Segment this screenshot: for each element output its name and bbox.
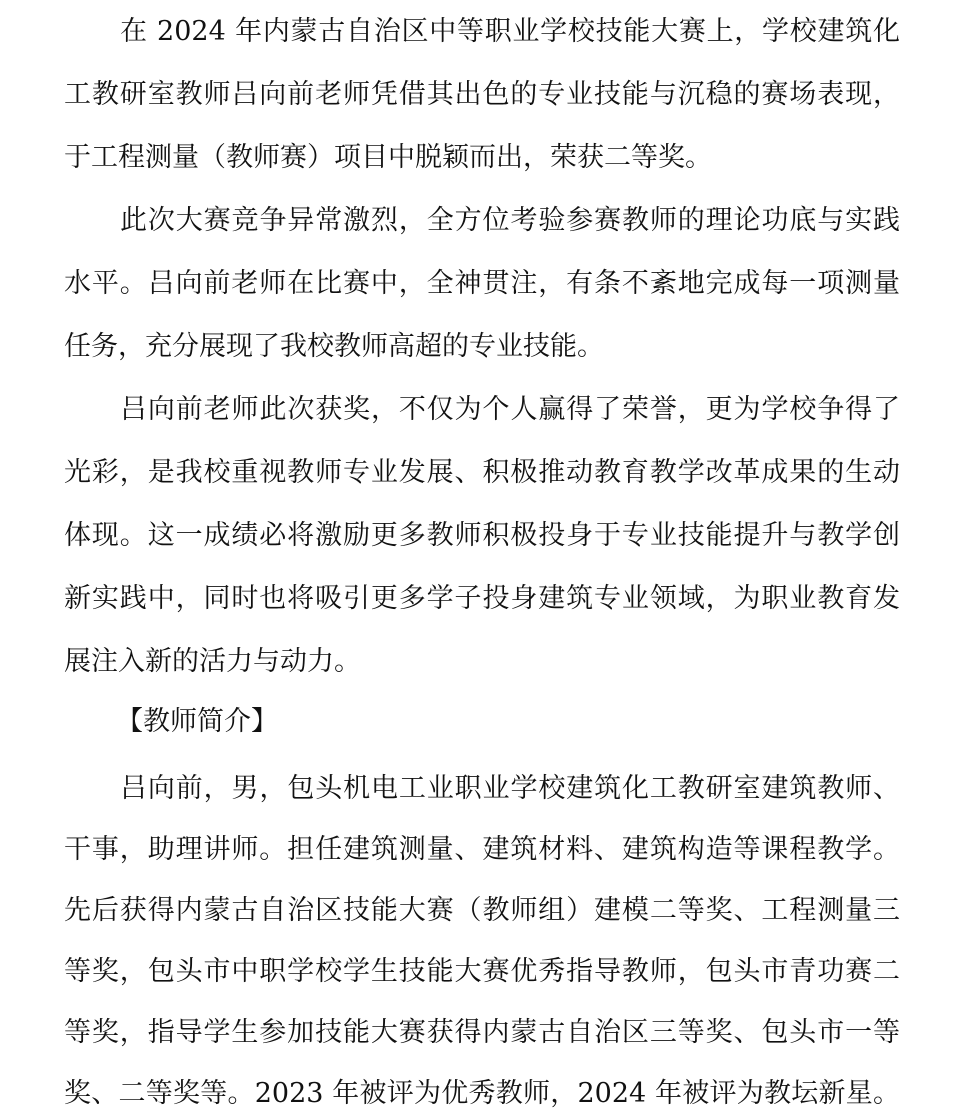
paragraph-2-line-3: 任务，充分展现了我校教师高超的专业技能。: [64, 331, 604, 362]
paragraph-4-line-4: 等奖，包头市中职学校学生技能大赛优秀指导教师，包头市青功赛二: [64, 956, 900, 987]
paragraph-4-line-3: 先后获得内蒙古自治区技能大赛（教师组）建模二等奖、工程测量三: [64, 895, 900, 926]
paragraph-4-line-6: 奖、二等奖等。2023 年被评为优秀教师，2024 年被评为教坛新星。: [64, 1078, 900, 1109]
paragraph-3-line-1: 吕向前老师此次获奖，不仅为个人赢得了荣誉，更为学校争得了: [120, 394, 900, 425]
paragraph-3-line-3: 体现。这一成绩必将激励更多教师积极投身于专业技能提升与教学创: [64, 520, 900, 551]
paragraph-2-line-1: 此次大赛竞争异常激烈，全方位考验参赛教师的理论功底与实践: [120, 205, 900, 236]
paragraph-4-line-5: 等奖，指导学生参加技能大赛获得内蒙古自治区三等奖、包头市一等: [64, 1017, 900, 1048]
paragraph-4-line-2: 干事，助理讲师。担任建筑测量、建筑材料、建筑构造等课程教学。: [64, 834, 900, 865]
paragraph-1-line-2: 工教研室教师吕向前老师凭借其出色的专业技能与沉稳的赛场表现，: [64, 79, 900, 110]
paragraph-1-line-3: 于工程测量（教师赛）项目中脱颖而出，荣获二等奖。: [64, 142, 712, 173]
paragraph-1-line-1: 在 2024 年内蒙古自治区中等职业学校技能大赛上，学校建筑化: [120, 16, 900, 47]
paragraph-3-line-5: 展注入新的活力与动力。: [64, 646, 361, 677]
paragraph-2-line-2: 水平。吕向前老师在比赛中，全神贯注，有条不紊地完成每一项测量: [64, 268, 900, 299]
paragraph-3-line-2: 光彩，是我校重视教师专业发展、积极推动教育教学改革成果的生动: [64, 457, 900, 488]
paragraph-3-line-4: 新实践中，同时也将吸引更多学子投身建筑专业领域，为职业教育发: [64, 583, 900, 614]
section-heading: 【教师简介】: [116, 706, 278, 737]
paragraph-4-line-1: 吕向前，男，包头机电工业职业学校建筑化工教研室建筑教师、: [120, 773, 900, 804]
